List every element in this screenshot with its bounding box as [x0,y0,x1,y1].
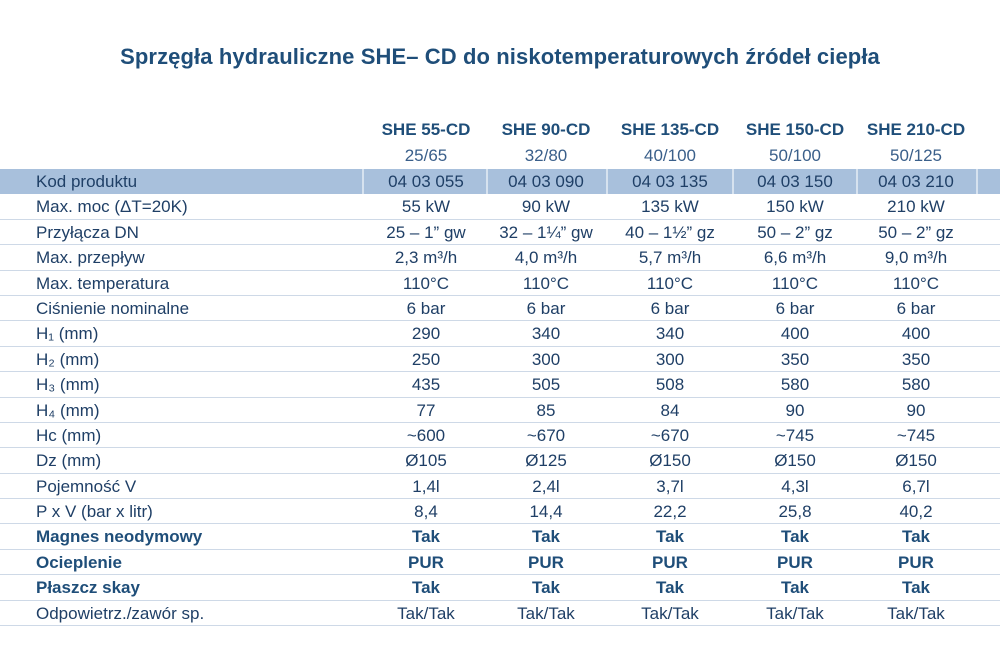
column-divider [976,169,978,194]
table-cell: PUR [652,552,688,572]
table-cell: 04 03 090 [485,169,607,194]
table-cell: 508 [655,375,685,395]
size-header: 32/80 [524,146,568,165]
table-cell: 6 bar [775,298,815,318]
table-cell: PUR [528,552,564,572]
table-row [0,601,1000,626]
table-cell: 50 – 2” gz [878,222,954,242]
table-cell: 135 kW [641,197,699,217]
table-cell: 4,3l [781,476,809,496]
table-cell: Tak [411,527,441,547]
table-row [0,296,1000,321]
table-row [0,347,1000,372]
column-divider [606,169,608,194]
table-cell: 5,7 m³/h [638,248,702,268]
row-label: Hc (mm) [36,425,102,445]
row-label: Dz (mm) [36,451,102,471]
model-header-row [0,117,1000,143]
table-cell: 04 03 055 [360,169,492,194]
row-label: Max. moc (ΔT=20K) [36,197,188,217]
column-divider [362,169,364,194]
table-cell: Tak [780,527,810,547]
table-cell: 250 [411,349,441,369]
table-row [0,372,1000,397]
size-header: 50/125 [890,146,942,165]
table-row [0,474,1000,499]
table-cell: 25 – 1” gw [386,222,466,242]
table-cell: 6 bar [526,298,566,318]
table-row [0,169,1000,194]
table-cell: 40 – 1½” gz [625,222,715,242]
row-label: Ciśnienie nominalne [36,298,190,318]
table-cell: Tak [655,578,685,598]
row-label: H₃ (mm) [36,375,100,395]
table-cell: Tak/Tak [517,603,575,623]
model-header: SHE 135-CD [620,120,720,139]
table-cell: ~670 [650,425,690,445]
table-cell: 90 [785,400,805,420]
table-cell: 55 kW [401,197,451,217]
table-cell: 435 [411,375,441,395]
table-cell: ~670 [526,425,566,445]
table-cell: 300 [655,349,685,369]
table-cell: 580 [780,375,810,395]
table-cell: PUR [408,552,444,572]
table-cell: 50 – 2” gz [757,222,833,242]
table-cell: 22,2 [653,502,687,522]
table-cell: 77 [416,400,436,420]
row-label: Max. temperatura [36,273,170,293]
table-cell: PUR [898,552,934,572]
table-cell: 110°C [771,273,819,293]
table-cell: 04 03 150 [733,169,857,194]
table-cell: PUR [777,552,813,572]
table-cell: 2,4l [532,476,560,496]
table-cell: Tak [655,527,685,547]
row-label: P x V (bar x litr) [36,502,153,522]
table-cell: Tak [411,578,441,598]
table-cell: 9,0 m³/h [884,248,948,268]
column-divider [732,169,734,194]
table-cell: 25,8 [778,502,812,522]
table-cell: 110°C [402,273,450,293]
model-header: SHE 210-CD [866,120,966,139]
column-divider [856,169,858,194]
table-cell: 300 [531,349,561,369]
table-cell: 6 bar [896,298,936,318]
model-header: SHE 150-CD [745,120,845,139]
size-header: 50/100 [769,146,821,165]
table-cell: 210 kW [887,197,945,217]
table-row [0,423,1000,448]
table-cell: 90 kW [521,197,571,217]
model-header: SHE 90-CD [501,120,591,139]
table-row [0,271,1000,296]
table-cell: 6,7l [902,476,930,496]
table-cell: 1,4l [412,476,440,496]
table-cell: 150 kW [766,197,824,217]
table-cell: 110°C [892,273,940,293]
table-cell: Tak [901,527,931,547]
table-row [0,194,1000,219]
table-cell: 110°C [522,273,570,293]
table-cell: Tak [780,578,810,598]
table-cell: 6 bar [406,298,446,318]
row-label: Ocieplenie [36,552,122,572]
table-cell: 4,0 m³/h [514,248,578,268]
table-row [0,245,1000,270]
table-cell: 32 – 1¼” gw [499,222,593,242]
table-cell: 2,3 m³/h [394,248,458,268]
table-cell: 8,4 [414,502,438,522]
table-cell: 110°C [646,273,694,293]
size-header: 25/65 [404,146,448,165]
table-cell: Tak/Tak [887,603,945,623]
table-cell: 85 [536,400,556,420]
table-cell: 6 bar [650,298,690,318]
table-cell: 6,6 m³/h [763,248,827,268]
row-label: Pojemność V [36,476,137,496]
table-row [0,524,1000,549]
size-header-row [0,143,1000,169]
row-label: H₄ (mm) [36,400,100,420]
table-cell: ~745 [775,425,815,445]
table-cell: ~600 [406,425,446,445]
table-cell: Ø150 [774,451,816,471]
row-label: H₂ (mm) [36,349,100,369]
spec-table [0,169,1000,626]
table-row [0,321,1000,346]
table-cell: 84 [660,400,680,420]
table-cell: 340 [531,324,561,344]
table-cell: 3,7l [656,476,684,496]
table-cell: 580 [901,375,931,395]
table-cell: Ø150 [895,451,937,471]
row-label: Płaszcz skay [36,578,140,598]
table-cell: Ø105 [405,451,447,471]
table-cell: 400 [780,324,810,344]
table-cell: 290 [411,324,441,344]
model-header: SHE 55-CD [381,120,471,139]
row-label: Max. przepływ [36,248,145,268]
row-label: Przyłącza DN [36,222,139,242]
table-cell: 350 [901,349,931,369]
row-label: Magnes neodymowy [36,527,203,547]
table-cell: Tak/Tak [766,603,824,623]
column-divider [486,169,488,194]
table-cell: Tak/Tak [641,603,699,623]
table-cell: Tak [531,578,561,598]
table-cell: 04 03 210 [856,169,976,194]
table-row [0,575,1000,600]
table-row [0,550,1000,575]
table-row [0,448,1000,473]
table-cell: Tak [531,527,561,547]
table-cell: 505 [531,375,561,395]
table-cell: Ø125 [525,451,567,471]
table-cell: 04 03 135 [608,169,732,194]
row-label: Odpowietrz./zawór sp. [36,603,205,623]
table-cell: 350 [780,349,810,369]
page-title: Sprzęgła hydrauliczne SHE– CD do niskotemperaturowych źródeł ciepła [120,44,880,69]
table-cell: Ø150 [649,451,691,471]
table-cell: 340 [655,324,685,344]
table-cell: 14,4 [529,502,563,522]
table-cell: 400 [901,324,931,344]
table-row [0,398,1000,423]
table-cell: 40,2 [899,502,933,522]
table-cell: Tak/Tak [397,603,455,623]
row-label: H₁ (mm) [36,324,99,344]
table-cell: Tak [901,578,931,598]
size-header: 40/100 [644,146,696,165]
table-row [0,220,1000,245]
table-row [0,499,1000,524]
row-label: Kod produktu [36,172,138,191]
table-cell: ~745 [896,425,936,445]
table-cell: 90 [906,400,926,420]
